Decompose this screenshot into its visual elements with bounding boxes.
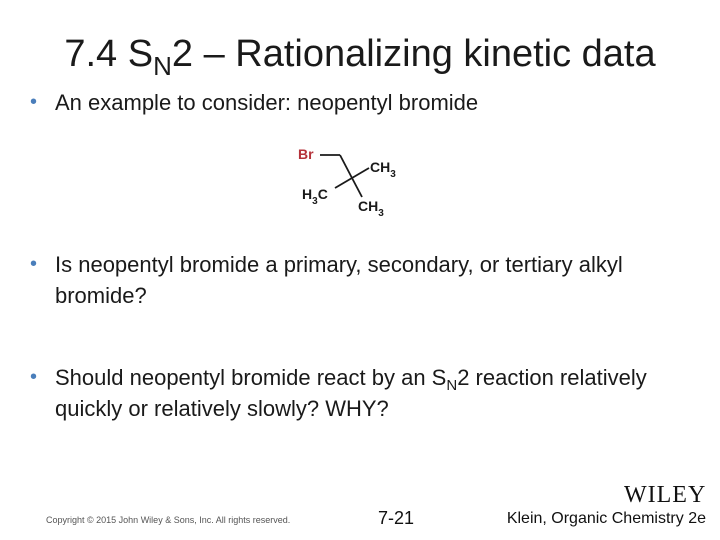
atom-bromine: Br — [298, 146, 314, 162]
footer-copyright: Copyright © 2015 John Wiley & Sons, Inc. All rights reserved. — [46, 515, 291, 525]
atom-h3c-left — [302, 186, 328, 207]
atom-h3c-left-c: C — [317, 186, 328, 202]
footer-book-title: Klein, Organic Chemistry 2e — [506, 510, 706, 527]
bullet-item-2 — [30, 249, 690, 311]
bullet-item-3 — [30, 362, 690, 424]
atom-h3c-left-sub: 3 — [312, 196, 318, 207]
atom-h3c-left-h: H — [302, 186, 313, 202]
atom-ch3-bottom-sub: 3 — [378, 208, 384, 219]
bullet-dot-icon: • — [30, 253, 38, 275]
bullet-text: Is neopentyl bromide a primary, secondary, or tertiary alkyl bromide? — [55, 252, 623, 308]
atom-ch3-bottom — [358, 198, 384, 219]
atom-ch3-right — [370, 159, 396, 180]
bond-c-ch3-bottom — [352, 178, 362, 197]
atom-ch3-bottom-ch: CH — [358, 198, 379, 214]
bond-c-ch3-right — [352, 168, 369, 178]
bullet-dot-icon: • — [30, 91, 38, 113]
bond-c-h3c-left — [335, 178, 352, 188]
bullet-3-prefix: Should neopentyl bromide react by an S — [55, 365, 447, 390]
bond-ch2-c — [340, 155, 352, 178]
title-suffix: 2 – Rationalizing kinetic data — [171, 33, 656, 75]
neopentyl-bromide-structure — [290, 140, 420, 220]
title-subscript: N — [153, 51, 172, 81]
bullet-3-suffix: 2 reaction relatively quickly or relatively slowly? WHY? — [55, 365, 647, 421]
bullet-item-1 — [30, 87, 690, 118]
bullet-text: An example to consider: neopentyl bromide — [55, 90, 479, 115]
atom-ch3-right-ch: CH — [370, 159, 391, 175]
bullet-text — [55, 362, 690, 424]
footer-page-number: 7-21 — [378, 508, 415, 528]
title-prefix: 7.4 S — [64, 33, 154, 75]
bullet-3-subscript: N — [446, 377, 458, 394]
wiley-logo: WILEY — [624, 482, 707, 508]
slide-title — [0, 30, 720, 81]
bullet-dot-icon: • — [30, 366, 38, 388]
atom-ch3-right-sub: 3 — [390, 169, 396, 180]
